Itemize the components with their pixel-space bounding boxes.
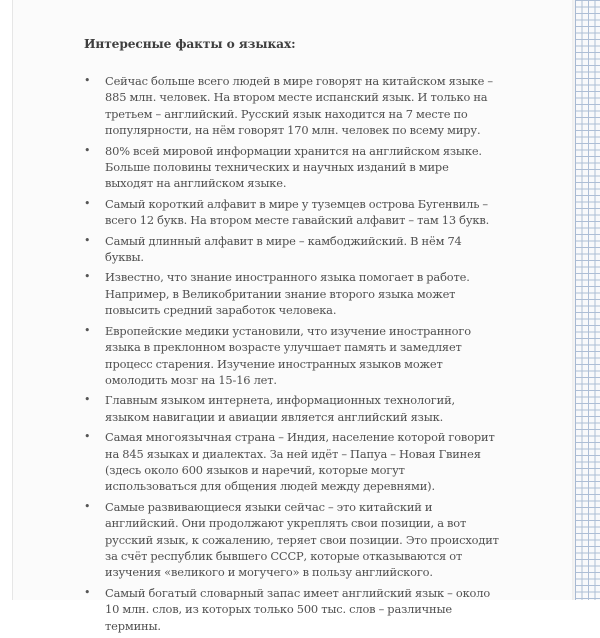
bullet-icon: • bbox=[84, 233, 91, 247]
fact-text: Самый богатый словарный запас имеет английский язык – около 10 млн. слов, из которых только 500 тыс. слов – различные термины. bbox=[105, 585, 491, 633]
bullet-icon: • bbox=[84, 430, 91, 444]
fact-text: Самый длинный алфавит в мире – камбоджийский. В нём 74 буквы. bbox=[105, 233, 462, 265]
document-content bbox=[84, 37, 500, 638]
fact-text: Европейские медики установили, что изучение иностранного языка в преклонном возрасте улучшает память и замедляет процесс старения. Изучение иностранных языков может омолодить мозг на 15-16 лет. bbox=[105, 323, 471, 387]
fact-text: Главным языком интернета, информационных технологий, языком навигации и авиации является английский язык. bbox=[105, 393, 455, 424]
fact-text: Самый короткий алфавит в мире у туземцев острова Бугенвиль – всего 12 букв. На втором месте гавайский алфавит – там 13 букв. bbox=[105, 196, 490, 228]
fact-item bbox=[84, 499, 500, 581]
bullet-icon: • bbox=[84, 393, 91, 407]
fact-item bbox=[84, 323, 500, 389]
fact-item bbox=[84, 585, 500, 634]
fact-item bbox=[84, 73, 500, 139]
bullet-icon: • bbox=[84, 143, 91, 157]
bullet-icon: • bbox=[84, 74, 91, 87]
bullet-icon: • bbox=[84, 323, 91, 337]
bullet-icon: • bbox=[84, 196, 91, 210]
bullet-icon: • bbox=[84, 499, 91, 513]
fact-item bbox=[84, 429, 500, 495]
fact-text: 80% всей мировой информации хранится на английском языке. Больше половины технических и научных изданий в мире выходят на английском языке. bbox=[105, 143, 482, 191]
fact-text: Самые развивающиеся языки сейчас – это китайский и английский. Они продолжают укреплять свои позиции, а вот русский язык, к сожалению, теряет свои позиции. Это происходит за счёт республик бывшего СССР, которые отказываются от изучения «великого и могучего» в пользу английского. bbox=[105, 499, 499, 580]
fact-item bbox=[84, 143, 500, 192]
grid-paper-edge bbox=[575, 0, 600, 600]
fact-item bbox=[84, 269, 500, 318]
document-title: Интересные факты о языках: bbox=[84, 37, 296, 51]
fact-text: Самая многоязычная страна – Индия, население которой говорит на 845 языках и диалектах. За ней идёт – Папуа – Новая Гвинея (здесь около 600 языков и наречий, которые могут использоваться для общения людей между деревнями). bbox=[105, 430, 495, 494]
fact-text: Сейчас больше всего людей в мире говорят на китайском языке – 885 млн. человек. На втором месте испанский язык. И только на третьем – английский. Русский язык находится на 7 месте по популярности, на нём говорят 170 млн. человек по всему миру. bbox=[105, 74, 493, 138]
facts-list bbox=[84, 73, 500, 634]
bullet-icon: • bbox=[84, 585, 91, 599]
bullet-icon: • bbox=[84, 270, 91, 284]
fact-item bbox=[84, 392, 500, 425]
fact-text: Известно, что знание иностранного языка помогает в работе. Например, в Великобритании знание второго языка может повысить средний заработок человека. bbox=[105, 270, 470, 318]
fact-item bbox=[84, 233, 500, 266]
fact-item bbox=[84, 196, 500, 229]
